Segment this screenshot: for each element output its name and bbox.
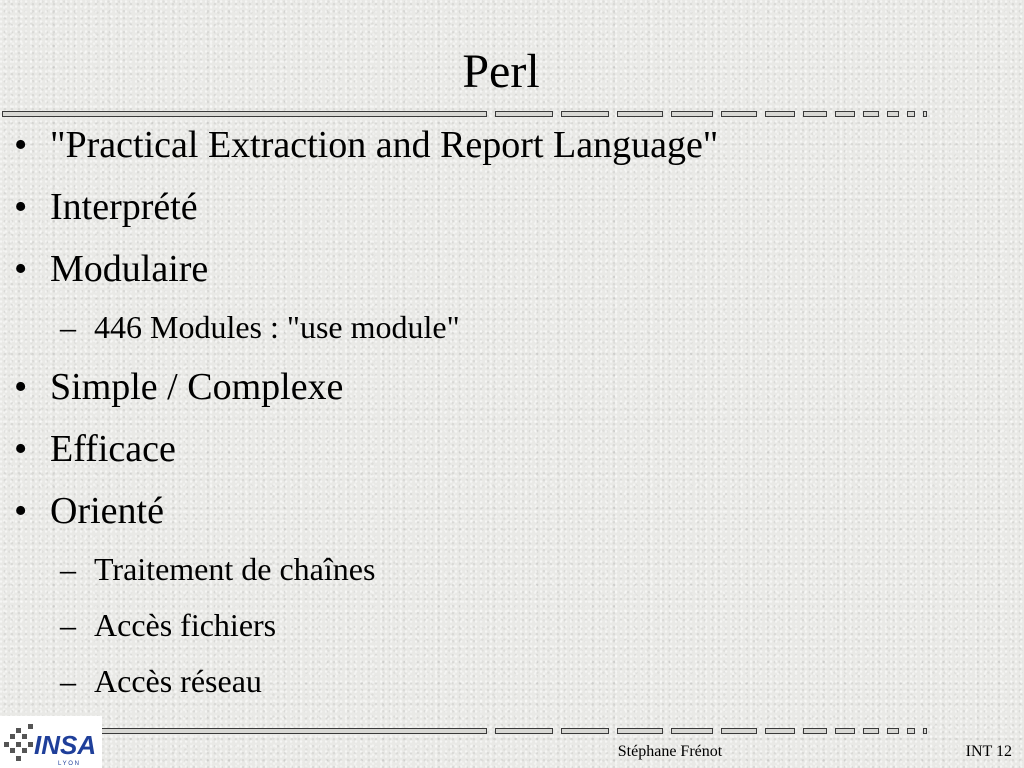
divider-segment xyxy=(671,728,713,734)
bullet-text: Orienté xyxy=(50,490,164,532)
sub-bullet-item xyxy=(0,302,1000,358)
bullet-item xyxy=(0,482,1000,544)
bullet-marker: • xyxy=(14,428,28,470)
bullet-item xyxy=(0,240,1000,302)
bullet-text: "Practical Extraction and Report Language" xyxy=(50,124,719,166)
divider-segment xyxy=(721,728,757,734)
divider-segment xyxy=(835,728,855,734)
divider-segment xyxy=(617,728,663,734)
slide-title: Perl xyxy=(462,45,540,98)
bullet-item xyxy=(0,178,1000,240)
divider-segment xyxy=(495,728,553,734)
bullet-item xyxy=(0,358,1000,420)
footer-divider xyxy=(2,727,927,735)
bullet-marker: • xyxy=(14,366,28,408)
divider-segment xyxy=(561,728,609,734)
bullet-text: Simple / Complexe xyxy=(50,366,344,408)
bullet-marker: • xyxy=(14,124,28,166)
insa-logo xyxy=(0,716,102,768)
sub-bullet-text: Traitement de chaînes xyxy=(94,551,376,587)
bullet-text: Modulaire xyxy=(50,248,209,290)
dash-marker: – xyxy=(60,309,76,345)
bullet-item xyxy=(0,116,1000,178)
bullet-text: Efficace xyxy=(50,428,176,470)
dash-marker: – xyxy=(60,551,76,587)
bullet-marker: • xyxy=(14,186,28,228)
sub-bullet-text: 446 Modules : "use module" xyxy=(94,309,460,345)
footer-author: Stéphane Frénot xyxy=(617,743,723,760)
sub-bullet-item xyxy=(0,600,1000,656)
divider-segment xyxy=(907,728,915,734)
divider-segment xyxy=(923,728,927,734)
sub-bullet-text: Accès fichiers xyxy=(94,607,277,643)
divider-segment xyxy=(765,728,795,734)
bullet-text: Interprété xyxy=(50,186,198,228)
divider-segment xyxy=(863,728,879,734)
bullet-marker: • xyxy=(14,490,28,532)
logo-wordmark: INSA xyxy=(34,730,97,760)
dash-marker: – xyxy=(60,607,76,643)
dash-marker: – xyxy=(60,663,76,699)
slide-number: INT 12 xyxy=(965,743,1012,760)
logo-subtext: L Y O N xyxy=(58,761,79,767)
bullet-list xyxy=(0,116,1000,712)
insa-logo-icon xyxy=(0,716,102,768)
bullet-item xyxy=(0,420,1000,482)
sub-bullet-text: Accès réseau xyxy=(94,663,262,699)
bullet-marker: • xyxy=(14,248,28,290)
divider-segment xyxy=(887,728,899,734)
sub-bullet-item xyxy=(0,656,1000,712)
sub-bullet-item xyxy=(0,544,1000,600)
divider-segment xyxy=(803,728,827,734)
